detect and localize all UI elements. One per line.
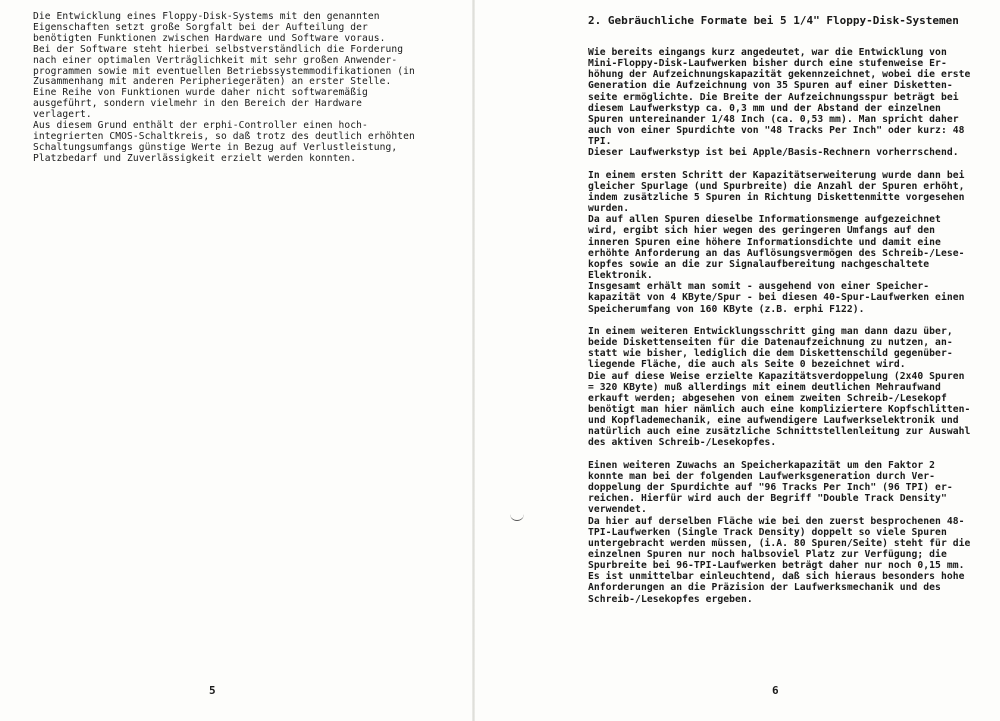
text-line: Wie bereits eingangs kurz angedeutet, war die Entwicklung von	[588, 47, 947, 58]
text-line: auch von einer Spurdichte von "48 Tracks Per Inch" oder kurz: 48	[588, 125, 965, 137]
text-line: Da hier auf derselben Fläche wie bei den zuerst besprochenen 48-	[588, 515, 965, 527]
text-line: gleicher Spurlage (und Spurbreite) die Anzahl der Spuren erhöht,	[588, 180, 965, 192]
left-page-text	[33, 11, 415, 165]
left-page	[0, 0, 472, 721]
text-line: TPI.	[588, 136, 612, 148]
page-number-right: 6	[772, 684, 779, 697]
text-line: Dieser Laufwerkstyp ist bei Apple/Basis-Rechnern vorherrschend.	[588, 147, 959, 159]
text-line: reichen. Hierfür wird auch der Begriff "Double Track Density"	[588, 493, 947, 505]
right-page-body	[588, 47, 973, 616]
paragraph	[588, 326, 973, 449]
text-line: untergebracht werden müssen, (i.A. 80 Spuren/Seite) steht für die	[588, 537, 971, 549]
text-line: diesem Laufwerkstyp ca. 0,3 mm und der Abstand der einzelnen	[588, 102, 941, 114]
text-line: seite ermöglichte. Die Breite der Aufzeichnungsspur beträgt bei	[588, 91, 959, 103]
text-line: Eigenschaften setzt große Sorgfalt bei der Aufteilung der	[33, 21, 368, 33]
text-line: Spuren untereinander 1/48 Inch (ca. 0,53 mm). Man spricht daher	[588, 113, 959, 125]
text-line: Anforderungen an die Präzision der Laufwerksmechanik und des	[588, 582, 941, 594]
text-line: benötigt man hier nämlich auch eine kompliziertere Kopfschlitten-	[588, 403, 971, 415]
text-line: benötigten Funktionen zwischen Hardware und Software voraus.	[33, 32, 386, 44]
text-line: indem zusätzliche 5 Spuren in Richtung Diskettenmitte vorgesehen	[588, 192, 965, 204]
text-line: Platzbedarf und Zuverlässigkeit erzielt werden konnten.	[33, 152, 357, 164]
text-line: Zusammenhang mit anderen Peripheriegeräten) an erster Stelle.	[33, 76, 392, 88]
text-line: verlagert.	[33, 109, 92, 121]
page-number-left: 5	[209, 684, 216, 697]
text-line: höhung der Aufzeichnungskapazität gekennzeichnet, wobei die erste	[588, 69, 971, 81]
text-line: doppelung der Spurdichte auf "96 Tracks Per Inch" (96 TPI) er-	[588, 482, 953, 494]
text-line: In einem ersten Schritt der Kapazitätserweiterung wurde dann bei	[588, 169, 965, 181]
text-line: Schaltungsumfangs günstige Werte in Bezug auf Verlustleistung,	[33, 141, 398, 153]
text-line: Speicherumfang von 160 KByte (z.B. erphi F122).	[588, 303, 865, 315]
text-line: inneren Spuren eine höhere Informationsdichte und damit eine	[588, 236, 941, 248]
text-line: nach einer optimalen Verträglichkeit mit sehr großen Anwender-	[33, 54, 398, 66]
text-line: erhöhte Anforderung an das Auflösungsvermögen des Schreib-/Lese-	[588, 247, 965, 259]
text-line: liegende Fläche, die auch als Seite 0 bezeichnet wird.	[588, 359, 906, 371]
text-line: Schreib-/Lesekopfes ergeben.	[588, 593, 753, 605]
text-line: = 320 KByte) muß allerdings mit einem deutlichen Mehraufwand	[588, 381, 941, 393]
text-line: wurden.	[588, 203, 630, 215]
section-heading: 2. Gebräuchliche Formate bei 5 1/4" Floppy-Disk-Systemen	[588, 14, 959, 27]
text-line: statt wie bisher, lediglich die dem Diskettenschild gegenüber-	[588, 348, 953, 360]
text-line: Elektronik.	[588, 270, 653, 282]
text-line: beide Diskettenseiten für die Datenaufzeichnung zu nutzen, an-	[588, 337, 953, 349]
text-line: Einen weiteren Zuwachs an Speicherkapazität um den Faktor 2	[588, 459, 936, 471]
right-page	[475, 0, 1000, 721]
text-line: kopfes sowie an die zur Signalaufbereitung nachgeschaltete	[588, 258, 930, 270]
text-line: integrierten CMOS-Schaltkreis, so daß trotz des deutlich erhöhten	[33, 130, 415, 142]
text-line: Die Entwicklung eines Floppy-Disk-Systems mit den genannten	[33, 11, 380, 22]
text-line: natürlich auch eine zusätzliche Schnittstellenleitung zur Auswahl	[588, 426, 971, 438]
pen-mark	[510, 514, 524, 521]
text-line: einzelnen Spuren nur noch halbsoviel Platz zur Verfügung; die	[588, 548, 947, 560]
text-line: und Kopflademechanik, eine aufwendigere Laufwerkselektronik und	[588, 415, 959, 427]
text-line: Bei der Software steht hierbei selbstverständlich die Forderung	[33, 43, 404, 55]
paragraph	[588, 170, 973, 315]
text-line: In einem weiteren Entwicklungsschritt ging man dann dazu über,	[588, 325, 953, 337]
text-line: kapazität von 4 KByte/Spur - bei diesen 40-Spur-Laufwerken einen	[588, 292, 965, 304]
text-line: Es ist unmittelbar einleuchtend, daß sich hieraus besonders hohe	[588, 571, 965, 583]
paragraph	[588, 460, 973, 605]
text-line: erkauft werden; abgesehen von einem zweiten Schreib-/Lesekopf	[588, 392, 947, 404]
text-line: Insgesamt erhält man somit - ausgehend von einer Speicher-	[588, 281, 930, 293]
text-line: Aus diesem Grund enthält der erphi-Controller einen hoch-	[33, 120, 368, 132]
text-line: TPI-Laufwerken (Single Track Density) doppelt so viele Spuren	[588, 526, 947, 538]
text-line: des aktiven Schreib-/Lesekopfes.	[588, 437, 777, 449]
text-line: ausgeführt, sondern vielmehr in den Bereich der Hardware	[33, 98, 363, 110]
text-line: Da auf allen Spuren dieselbe Informationsmenge aufgezeichnet	[588, 214, 941, 226]
text-line: Die auf diese Weise erzielte Kapazitätsverdoppelung (2x40 Spuren	[588, 370, 965, 382]
text-line: Spurbreite bei 96-TPI-Laufwerken beträgt daher nur noch 0,15 mm.	[588, 560, 965, 572]
text-line: Mini-Floppy-Disk-Laufwerken bisher durch eine stufenweise Er-	[588, 58, 947, 70]
text-line: konnte man bei der folgenden Laufwerksgeneration durch Ver-	[588, 470, 936, 482]
text-line: verwendet.	[588, 504, 647, 516]
text-line: Generation die Aufzeichnung von 35 Spuren auf einer Disketten-	[588, 80, 953, 92]
text-line: programmen sowie mit eventuellen Betriebssystemmodifikationen (in	[33, 65, 415, 77]
text-line: Eine Reihe von Funktionen wurde daher nicht softwaremäßig	[33, 87, 368, 99]
paragraph	[588, 47, 973, 159]
text-line: wird, ergibt sich hier wegen des geringeren Umfangs auf den	[588, 225, 936, 237]
